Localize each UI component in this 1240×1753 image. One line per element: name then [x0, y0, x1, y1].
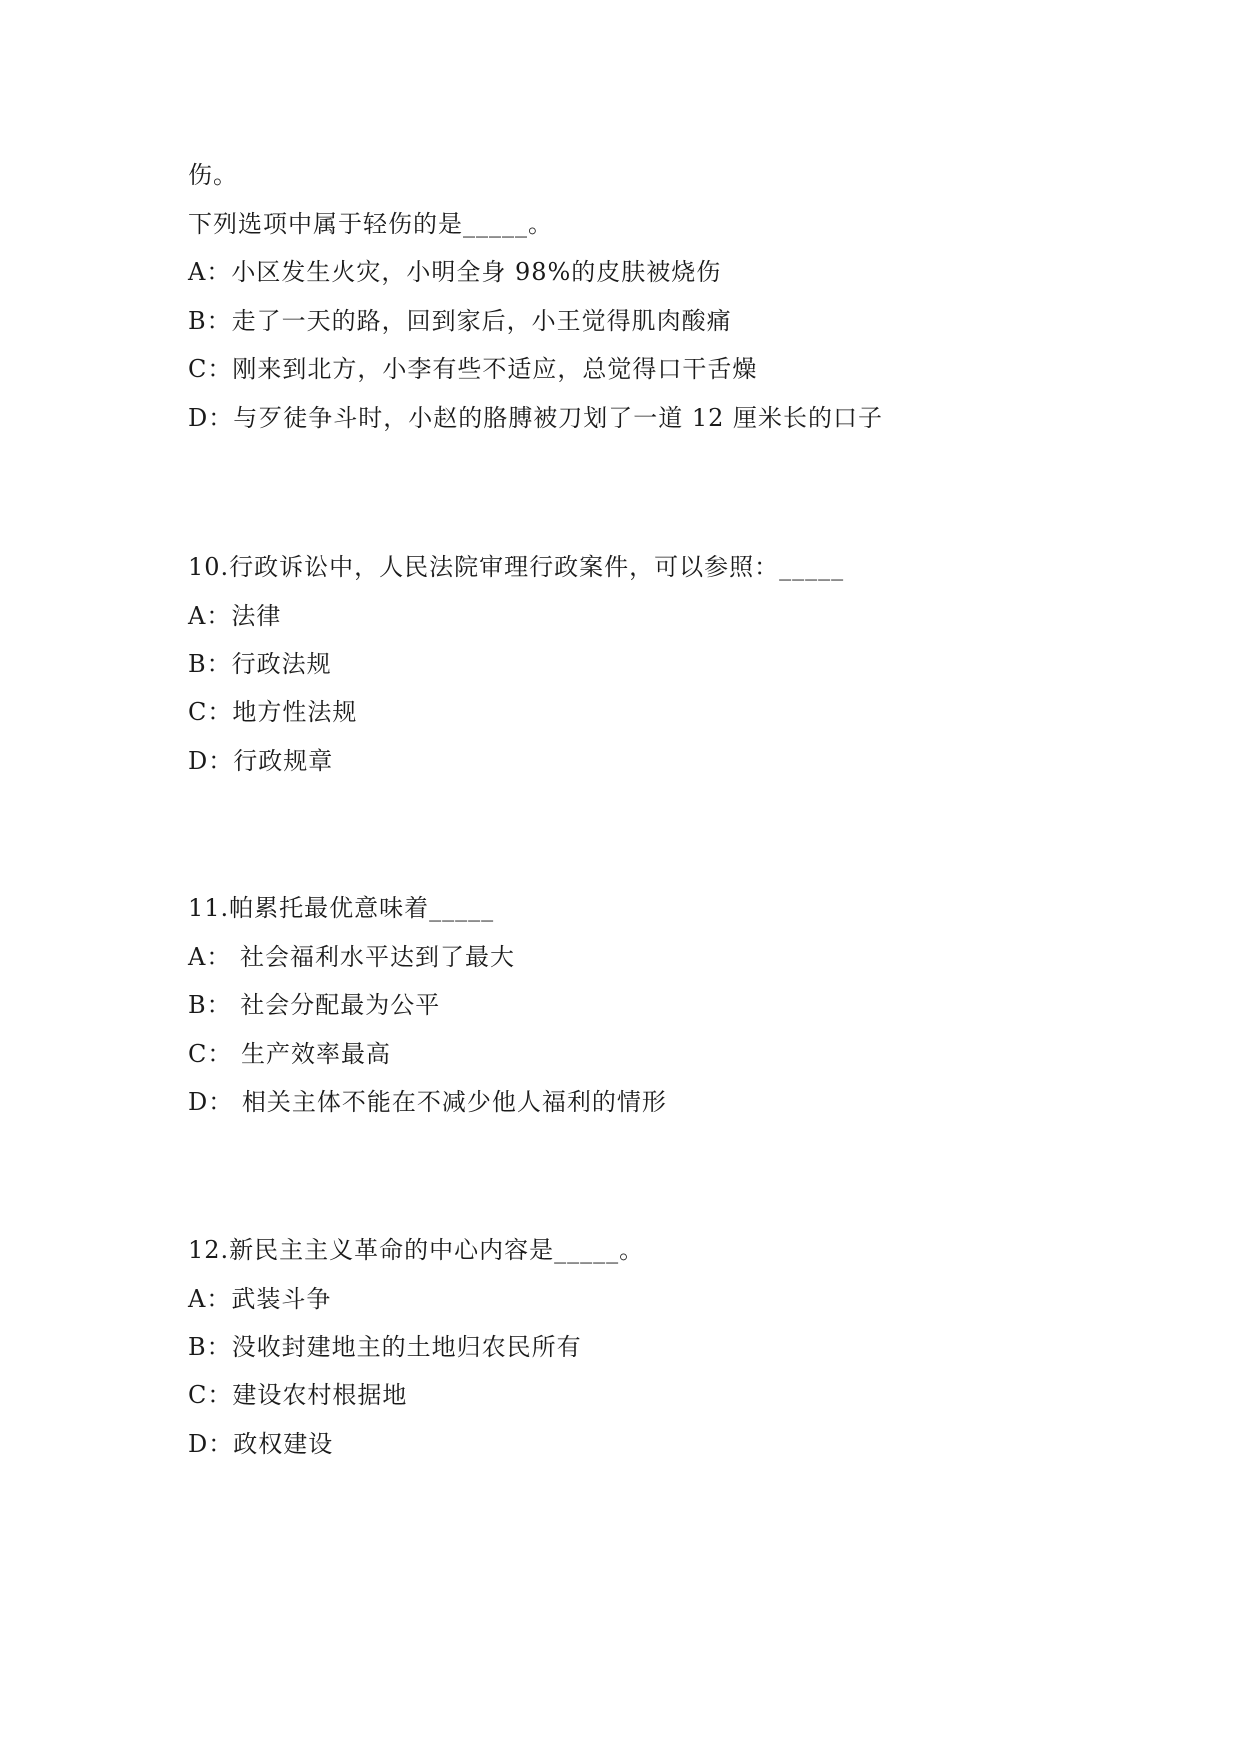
option-c: C：建设农村根据地	[188, 1381, 408, 1409]
option-a: A：武装斗争	[188, 1285, 332, 1313]
option-b: B：没收封建地主的土地归农民所有	[188, 1333, 582, 1361]
option-d: D： 相关主体不能在不减少他人福利的情形	[188, 1088, 667, 1116]
option-b: B： 社会分配最为公平	[188, 991, 441, 1019]
option-c: C：地方性法规	[188, 698, 358, 726]
question-10-stem: 10.行政诉讼中，人民法院审理行政案件，可以参照：_____	[188, 553, 845, 581]
question-prompt: 下列选项中属于轻伤的是_____。	[188, 210, 553, 238]
option-b: B：行政法规	[188, 650, 332, 678]
question-11-stem: 11.帕累托最优意味着_____	[188, 894, 495, 922]
option-c: C： 生产效率最高	[188, 1040, 391, 1068]
option-c: C：刚来到北方，小李有些不适应，总觉得口干舌燥	[188, 355, 758, 383]
question-12-stem: 12.新民主主义革命的中心内容是_____。	[188, 1236, 645, 1264]
option-a: A：法律	[188, 602, 282, 630]
question-text-continuation: 伤。	[188, 161, 238, 189]
option-a: A： 社会福利水平达到了最大	[188, 943, 515, 971]
option-d: D：行政规章	[188, 747, 334, 775]
option-d: D：与歹徒争斗时，小赵的胳膊被刀划了一道 12 厘米长的口子	[188, 404, 884, 432]
option-a: A：小区发生火灾，小明全身 98%的皮肤被烧伤	[188, 258, 722, 286]
option-d: D：政权建设	[188, 1430, 334, 1458]
option-b: B：走了一天的路，回到家后，小王觉得肌肉酸痛	[188, 307, 732, 335]
